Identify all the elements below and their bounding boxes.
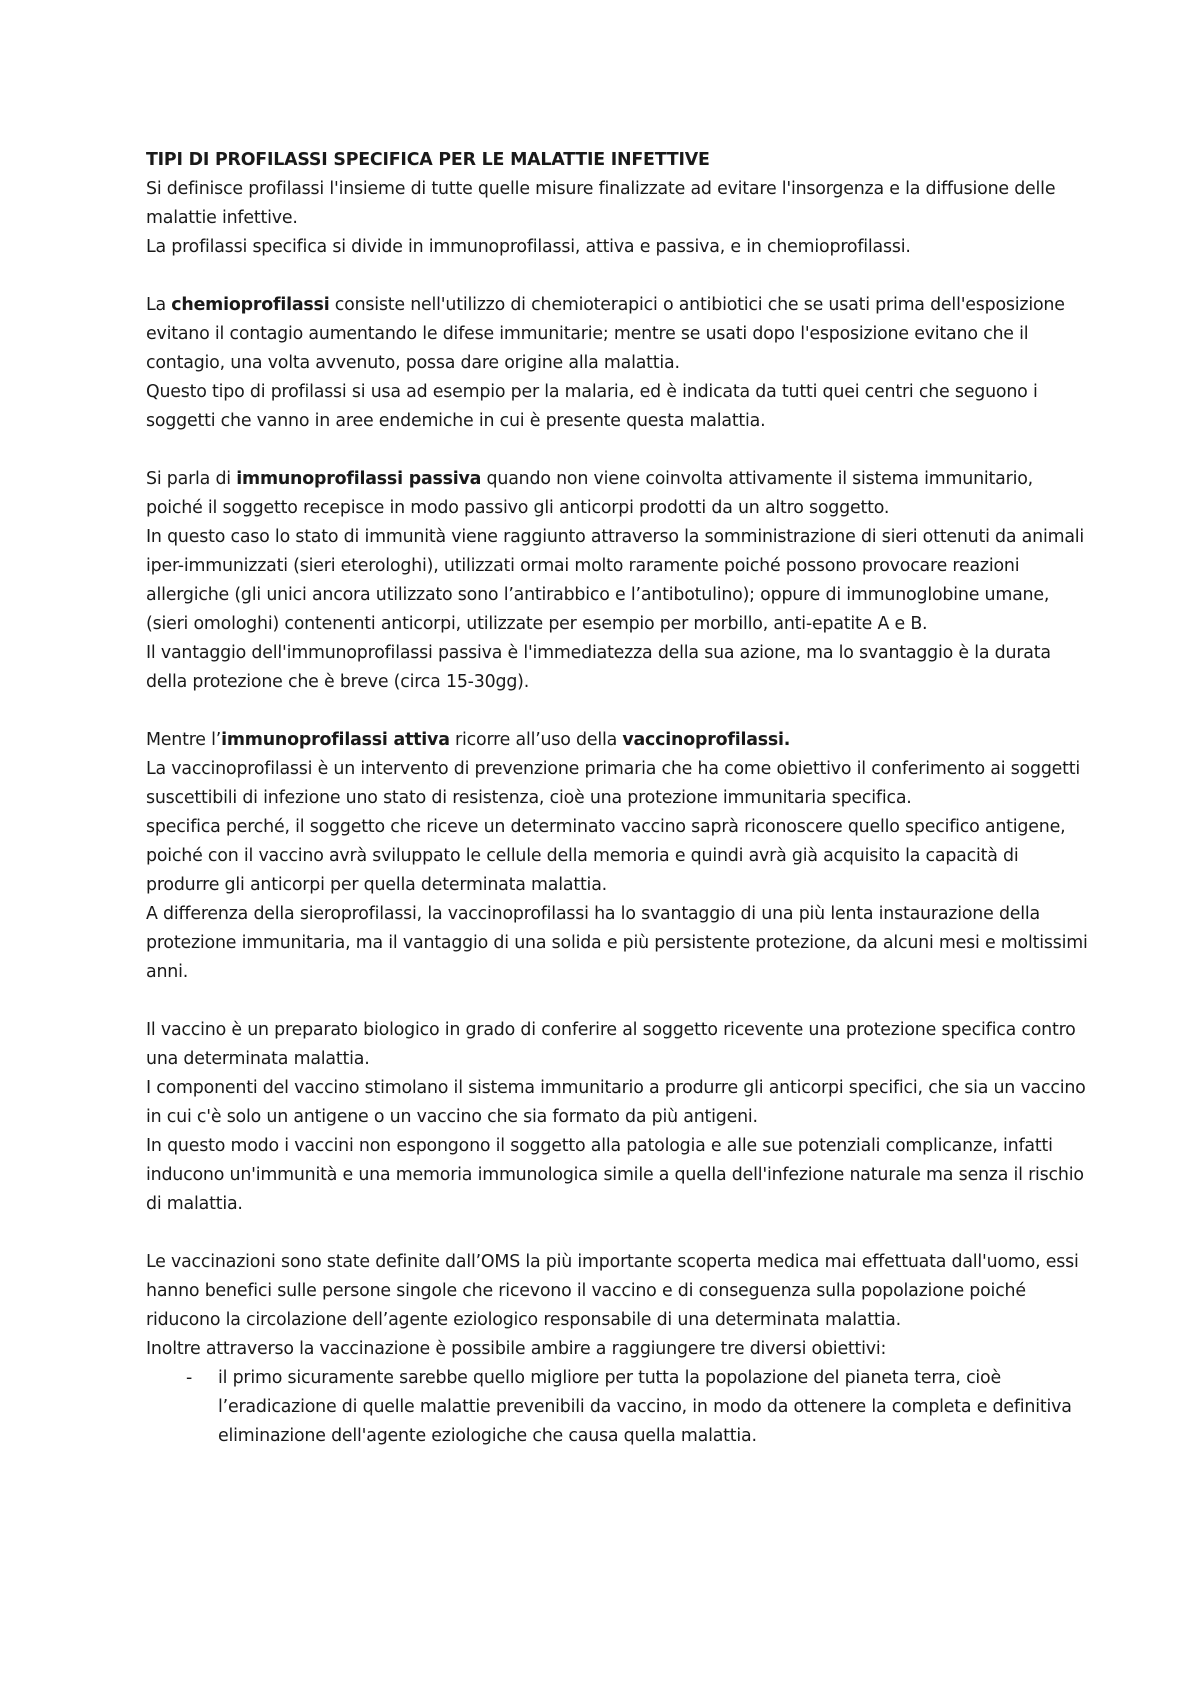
passiva-paragraph-3: Il vantaggio dell'immunoprofilassi passiva è l'immediatezza della sua azione, ma lo svantaggio è la durata della protezione che è breve (circa 15-30gg). [146,643,1051,692]
intro-paragraph-2: La profilassi specifica si divide in immunoprofilassi, attiva e passiva, e in chemioprofilassi. [146,237,911,257]
attiva-paragraph-2: La vaccinoprofilassi è un intervento di prevenzione primaria che ha come obiettivo il conferimento ai soggetti suscettibili di infezione uno stato di resistenza, cioè una protezione immunitaria specifica. [146,759,1081,808]
vaccino-paragraph-2: I componenti del vaccino stimolano il sistema immunitario a produrre gli anticorpi specifici, che sia un vaccino in cui c'è solo un antigene o un vaccino che sia formato da più antigeni. [146,1078,1086,1127]
passiva-pre: Si parla di [146,469,237,489]
chemio-post: consiste nell'utilizzo di chemioterapici o antibiotici che se usati prima dell'esposizione evitano il contagio aumentando le difese immunitarie; mentre se usati dopo l'esposizione evitano che il contagio, una volta avvenuto, possa dare origine alla malattia. [146,295,1065,373]
attiva-term-2: vaccinoprofilassi. [622,730,791,750]
document-title: TIPI DI PROFILASSI SPECIFICA PER LE MALATTIE INFETTIVE [146,150,710,170]
attiva-term: immunoprofilassi attiva [221,730,450,750]
chemio-term: chemioprofilassi [171,295,330,315]
chemioprofilassi-paragraph-2: Questo tipo di profilassi si usa ad esempio per la malaria, ed è indicata da tutti quei centri che seguono i soggetti che vanno in aree endemiche in cui è presente questa malattia. [146,382,1038,431]
vaccinazioni-paragraph-2: Inoltre attraverso la vaccinazione è possibile ambire a raggiungere tre diversi obiettivi: [146,1339,887,1359]
vaccino-paragraph-3: In questo modo i vaccini non espongono il soggetto alla patologia e alle sue potenziali complicanze, infatti inducono un'immunità e una memoria immunologica simile a quella dell'infezione naturale ma senza il rischio di malattia. [146,1136,1084,1214]
passiva-paragraph-2: In questo caso lo stato di immunità viene raggiunto attraverso la somministrazione di sieri ottenuti da animali iper-immunizzati (sieri eterologhi), utilizzati ormai molto raramente poiché possono provocare reazioni allergiche (gli unici ancora utilizzato sono l’antirabbico e l’antibotulino); oppure di immunoglobine umane, (sieri omologhi) contenenti anticorpi, utilizzate per esempio per morbillo, anti-epatite A e B. [146,527,1085,634]
attiva-paragraph-3: specifica perché, il soggetto che riceve un determinato vaccino saprà riconoscere quello specifico antigene, poiché con il vaccino avrà sviluppato le cellule della memoria e quindi avrà già acquisito la capacità di produrre gli anticorpi per quella determinata malattia. [146,817,1066,895]
attiva-paragraph-4: A differenza della sieroprofilassi, la vaccinoprofilassi ha lo svantaggio di una più lenta instaurazione della protezione immunitaria, ma il vantaggio di una solida e più persistente protezione, da alcuni mesi e moltissimi anni. [146,904,1088,982]
list-bullet: - [186,1368,193,1388]
intro-paragraph: Si definisce profilassi l'insieme di tutte quelle misure finalizzate ad evitare l'insorgenza e la diffusione delle malattie infettive. [146,179,1056,228]
paragraph-gap [146,1219,1091,1248]
passiva-term: immunoprofilassi passiva [236,469,482,489]
list-item [146,1364,1091,1451]
passiva-post: quando non viene coinvolta attivamente il sistema immunitario, poiché il soggetto recepisce in modo passivo gli anticorpi prodotti da un altro soggetto. [146,469,1033,518]
objectives-list [146,1364,1091,1451]
chemioprofilassi-paragraph [146,291,1091,378]
vaccinazioni-paragraph: Le vaccinazioni sono state definite dall’OMS la più importante scoperta medica mai effettuata dall'uomo, essi hanno benefici sulle persone singole che ricevono il vaccino e di conseguenza sulla popolazione poiché riducono la circolazione dell’agente eziologico responsabile di una determinata malattia. [146,1252,1079,1330]
document-page [146,146,1091,1451]
attiva-mid: ricorre all’uso della [449,730,623,750]
paragraph-gap [146,436,1091,465]
vaccino-paragraph: Il vaccino è un preparato biologico in grado di conferire al soggetto ricevente una protezione specifica contro una determinata malattia. [146,1020,1076,1069]
attiva-paragraph [146,726,1091,755]
paragraph-gap [146,697,1091,726]
passiva-paragraph [146,465,1091,523]
attiva-pre: Mentre l’ [146,730,222,750]
list-item-text: il primo sicuramente sarebbe quello migliore per tutta la popolazione del pianeta terra, cioè l’eradicazione di quelle malattie prevenibili da vaccino, in modo da ottenere la completa e definitiva eliminazione dell'agente eziologiche che causa quella malattia. [218,1368,1072,1446]
paragraph-gap [146,987,1091,1016]
paragraph-gap [146,262,1091,291]
chemio-pre: La [146,295,172,315]
